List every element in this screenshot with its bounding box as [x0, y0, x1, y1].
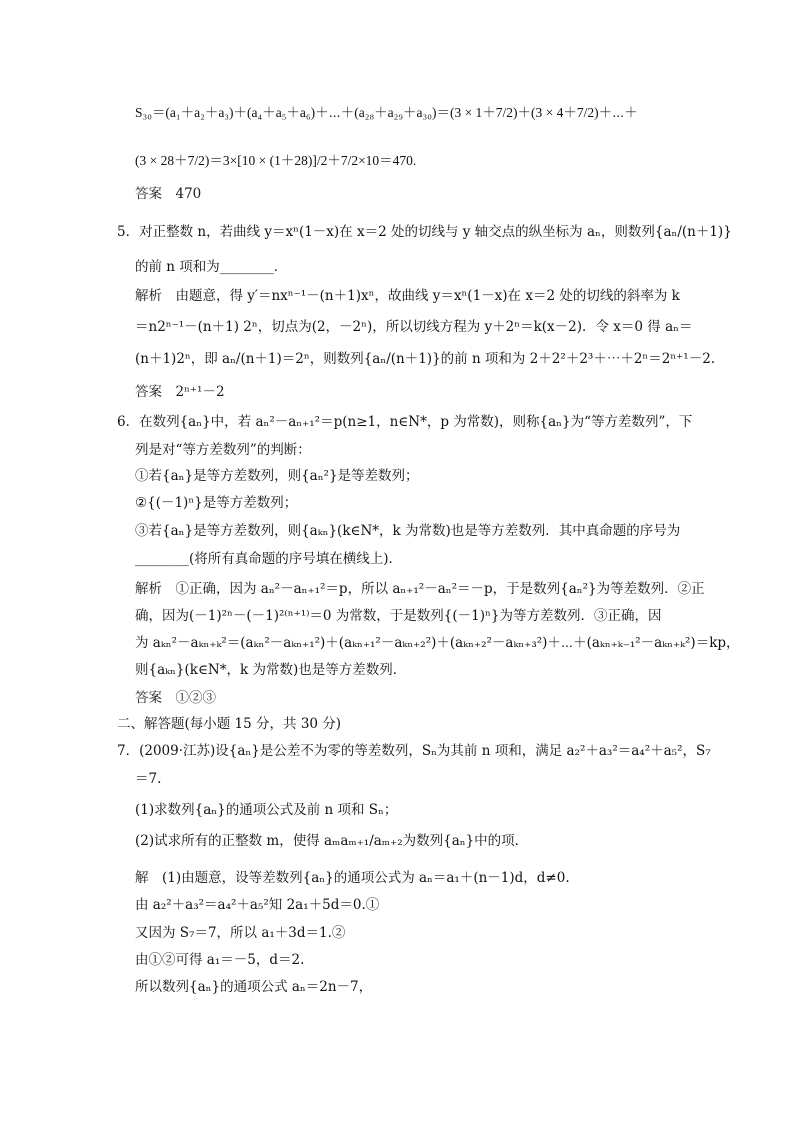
- text-line: ________(将所有真命题的序号填在横线上)．: [135, 551, 403, 567]
- question-6: 6．在数列{aₙ}中，若 aₙ²－aₙ₊₁²＝p(n≥1，n∈N*，p 为常数)，则称{aₙ}为“等方差数列”，下: [117, 414, 693, 430]
- answer-line: 答案 470: [135, 186, 202, 202]
- text-line: S₃₀＝(a₁＋a₂＋a₃)＋(a₄＋a₅＋a₆)＋⋯＋(a₂₈＋a₂₉＋a₃₀)＝(3 × 1＋7/2)＋(3 × 4＋7/2)＋⋯＋: [135, 105, 638, 120]
- text-line: 的前 n 项和为________．: [135, 259, 288, 275]
- text-line: ③若{aₙ}是等方差数列，则{aₖₙ}(k∈N*，k 为常数)也是等方差数列．其中真命题的序号为: [135, 523, 681, 539]
- question-7: 7．(2009·江苏)设{aₙ}是公差不为零的等差数列，Sₙ为其前 n 项和，满足 a₂²＋a₃²＝a₄²＋a₅²，S₇: [117, 743, 711, 759]
- text-line: ①若{aₙ}是等方差数列，则{aₙ²}是等差数列；: [135, 468, 419, 484]
- analysis-line: 解析 由题意，得 y′＝nxⁿ⁻¹－(n＋1)xⁿ，故曲线 y＝xⁿ(1－x)在 x＝2 处的切线的斜率为 k: [135, 288, 680, 304]
- analysis-line: 解析 ①正确，因为 aₙ²－aₙ₊₁²＝p，所以 aₙ₊₁²－aₙ²＝－p，于是数列{aₙ²}为等差数列．②正: [135, 581, 705, 597]
- solution-line: 解 (1)由题意，设等差数列{aₙ}的通项公式为 aₙ＝a₁＋(n－1)d，d≠0.: [135, 870, 570, 886]
- text-line: (2)试求所有的正整数 m，使得 aₘaₘ₊₁/aₘ₊₂为数列{aₙ}中的项．: [135, 833, 529, 849]
- text-line: 确，因为(－1)²ⁿ－(－1)²⁽ⁿ⁺¹⁾＝0 为常数，于是数列{(－1)ⁿ}为等方差数列．③正确，因: [135, 608, 662, 624]
- text-line: 由①②可得 a₁＝－5，d＝2.: [135, 952, 305, 968]
- answer-line: 答案 ①②③: [135, 690, 216, 706]
- text-line: ＝7.: [135, 771, 162, 787]
- text-line: 则{aₖₙ}(k∈N*，k 为常数)也是等方差数列．: [135, 662, 407, 678]
- text-line: (n＋1)2ⁿ，即 aₙ/(n＋1)＝2ⁿ，则数列{aₙ/(n＋1)}的前 n 项和为 2＋2²＋2³＋⋯＋2ⁿ＝2ⁿ⁺¹－2.: [135, 351, 716, 367]
- text-line: 列是对“等方差数列”的判断：: [135, 442, 311, 458]
- text-line: 所以数列{aₙ}的通项公式 aₙ＝2n－7，: [135, 979, 373, 995]
- section-heading: 二、解答题(每小题 15 分，共 30 分): [117, 716, 342, 732]
- text-line: (3 × 28＋7/2)＝3×[10 × (1＋28)]/2＋7/2×10＝470.: [135, 153, 417, 168]
- text-line: 由 a₂²＋a₃²＝a₄²＋a₅²知 2a₁＋5d＝0.①: [135, 897, 380, 913]
- answer-line: 答案 2ⁿ⁺¹－2: [135, 384, 225, 400]
- text-line: ②{(－1)ⁿ}是等方差数列；: [135, 495, 298, 511]
- text-line: (1)求数列{aₙ}的通项公式及前 n 项和 Sₙ；: [135, 802, 398, 818]
- text-line: 为 aₖₙ²－aₖₙ₊ₖ²＝(aₖₙ²－aₖₙ₊₁²)＋(aₖₙ₊₁²－aₖₙ₊₂²)＋(aₖₙ₊₂²－aₖₙ₊₃²)＋⋯＋(aₖₙ₊ₖ₋₁²－aₖₙ₊ₖ²)＝kp，: [135, 635, 740, 651]
- text-line: ＝n2ⁿ⁻¹－(n＋1) 2ⁿ，切点为(2，－2ⁿ)，所以切线方程为 y＋2ⁿ＝k(x－2)．令 x＝0 得 aₙ＝: [135, 319, 693, 335]
- question-5: 5．对正整数 n，若曲线 y＝xⁿ(1－x)在 x＝2 处的切线与 y 轴交点的纵坐标为 aₙ，则数列{aₙ/(n＋1)}: [117, 224, 732, 240]
- text-line: 又因为 S₇＝7，所以 a₁＋3d＝1.②: [135, 925, 346, 941]
